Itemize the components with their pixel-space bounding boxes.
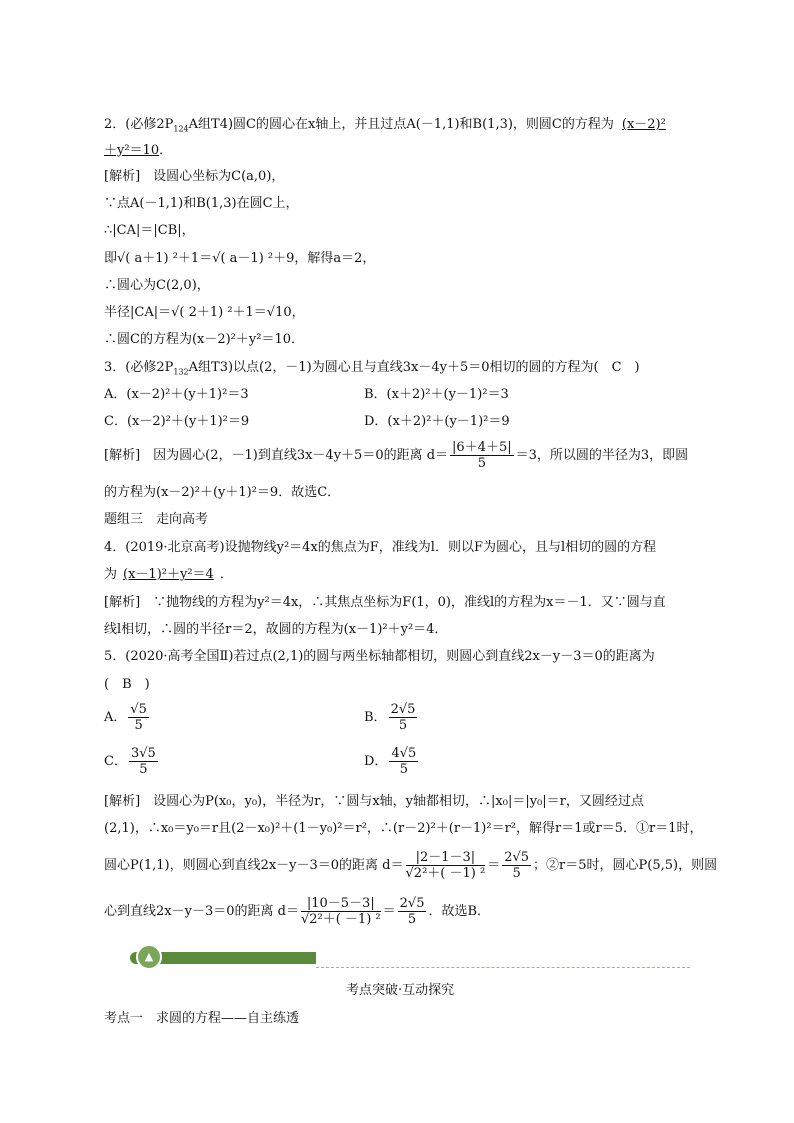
q4-sol-1: [解析] ∵抛物线的方程为y²＝4x，∴其焦点坐标为F(1，0)，准线l的方程为x＝－1．又∵圆与直 [104, 595, 666, 610]
group3-heading: 题组三 走向高考 [104, 512, 209, 527]
q3-option-a: A．(x－2)²＋(y＋1)²＝3 [104, 387, 249, 402]
q5-stem: 5．(2020·高考全国Ⅱ)若过点(2,1)的圆与两坐标轴都相切，则圆心到直线2x－y－3＝0的距离为 [104, 649, 655, 664]
q3-fraction: $\frac{|6+4+5|}{5}$ [452, 440, 512, 471]
q5-option-d: D． $\frac{4√5}{5}$ [364, 746, 417, 777]
q3-option-c: C．(x－2)²＋(y＋1)²＝9 [104, 414, 250, 429]
q3-solution-line1: [解析] 因为圆心(2，－1)到直线3x－4y＋5＝0的距离 d＝ $\frac{|6+4+5|}{5}$ ＝3，所以圆的半径为3，即圆 [104, 440, 689, 471]
q4-answer: (x－1)²＋y²＝4 [123, 567, 214, 582]
section-banner [130, 946, 690, 970]
q4-stem: 4．(2019·北京高考)设抛物线y²＝4x的焦点为F，准线为l．则以F为圆心，且与l相切的圆的方程 [104, 540, 657, 555]
q2-sol-3: 即√( a＋1) ²＋1＝√( a－1) ²＋9，解得a＝2， [104, 251, 376, 266]
q4-sol-2: 线l相切，∴圆的半径r＝2，故圆的方程为(x－1)²＋y²＝4． [104, 622, 448, 637]
q5-option-b: B． $\frac{2√5}{5}$ [364, 702, 416, 733]
q2-sol-5: 半径|CA|＝√( 2＋1) ²＋1＝√10， [104, 305, 305, 320]
q2-stem-line2: ＋y²＝10． [104, 143, 173, 158]
q3-stem: 3．(必修$2P_{132}A$组T3)以点(2，－1)为圆心且与直线3x－4y＋5＝0相切的圆的方程为( C ) [104, 360, 640, 377]
q2-sol-1: ∵点A(－1,1)和B(1,3)在圆C上， [104, 196, 299, 211]
chart-icon: ▲ [136, 944, 162, 970]
q3-solution-line2: 的方程为(x－2)²＋(y＋1)²＝9．故选C． [104, 485, 341, 500]
q2-sol-2: ∴|CA|＝|CB|， [104, 223, 195, 238]
q5-sol-3: 圆心P(1,1)，则圆心到直线2x－y－3＝0的距离 d＝ $\frac{|2-1-3|}{\text{√2²＋( －1) ²}}$ ＝ $\frac{2√5}{5}$ ；②r＝5时，圆心P(5,5)，则圆 [104, 850, 718, 881]
banner-dashed-line [316, 967, 690, 968]
kaodian-heading: 考点一 求圆的方程——自主练透 [104, 1011, 300, 1026]
q5-sol-1: [解析] 设圆心为P(x₀，y₀)，半径为r，∵圆与x轴，y轴都相切，∴|x₀|＝|y₀|＝r，又圆经过点 [104, 794, 644, 809]
q2-answer-b: ＋y²＝10 [104, 143, 160, 158]
q2-answer-a: (x－2)² [621, 117, 666, 132]
q5-option-c: C． $\frac{3√5}{5}$ [104, 746, 156, 777]
q5-sol-2: (2,1)，∴x₀＝y₀＝r且(2－x₀)²＋(1－y₀)²＝r²，∴(r－2)²＋(r－1)²＝r²，解得r＝1或r＝5．①r＝1时， [104, 821, 703, 836]
q5-option-a: A． $\frac{√5}{5}$ [104, 702, 147, 733]
q4-stem-line2: 为 (x－1)²＋y²＝4 ． [104, 567, 233, 582]
section-title: 考点突破·互动探究 [346, 983, 455, 998]
q5-sol-4: 心到直线2x－y－3＝0的距离 d＝ $\frac{|10-5-3|}{\text{√2²＋( －1) ²}}$ ＝ $\frac{2√5}{5}$ ．故选B． [104, 896, 491, 927]
q2-sol-4: ∴圆心为C(2,0)， [104, 278, 210, 293]
q2-stem-line1: 2．(必修$2P_{124}A$组T4)圆C的圆心在x轴上，并且过点A(－1,1)和B(1,3)，则圆C的方程为 (x－2)² [104, 117, 666, 134]
q3-option-d: D．(x＋2)²＋(y－1)²＝9 [364, 414, 510, 429]
q2-sol-6: ∴圆C的方程为(x－2)²＋y²＝10． [104, 332, 305, 347]
q5-answer: ( B ) [104, 677, 150, 692]
q2-sol-0: [解析] 设圆心坐标为C(a,0)， [104, 169, 285, 184]
q3-option-b: B．(x＋2)²＋(y－1)²＝3 [364, 387, 509, 402]
